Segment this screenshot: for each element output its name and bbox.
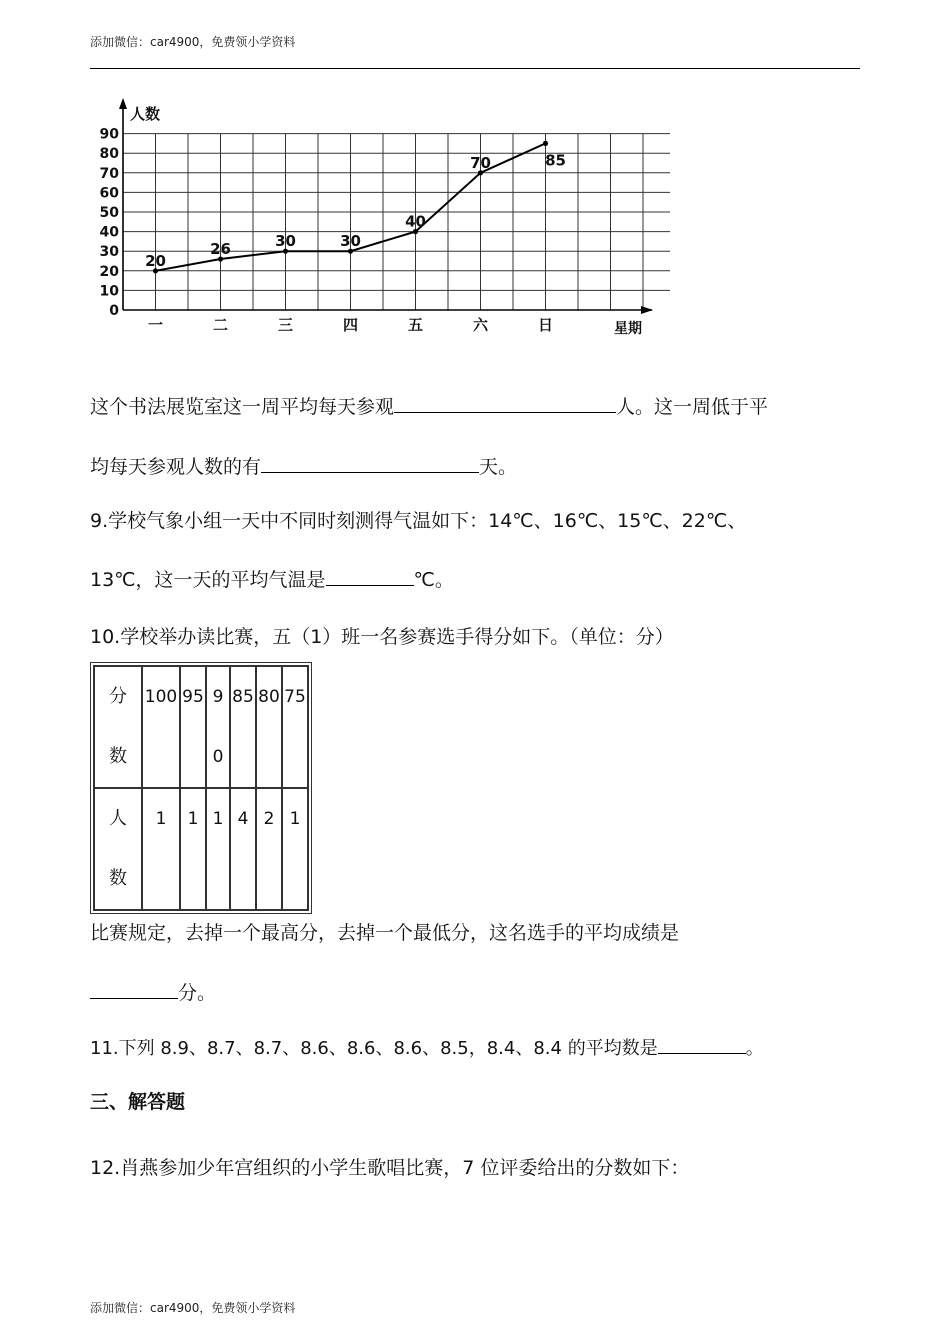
y-tick-label: 40 [99,224,119,241]
q11-text-b: 。 [745,1038,764,1059]
q8-answer-blank-1[interactable] [394,392,616,413]
data-label: 26 [210,240,231,259]
x-axis-arrow [641,306,653,314]
y-tick-label: 10 [99,283,119,300]
count-row-label: 人 数 [94,788,142,910]
x-tick-label: 五 [407,316,424,334]
q8-answer-blank-2[interactable] [261,452,479,473]
header-divider [90,68,860,69]
q8-line-1 [90,392,768,419]
line-chart [90,95,670,345]
data-label: 20 [145,251,166,270]
x-tick-label: 二 [212,316,229,334]
q8-text-a: 这个书法展览室这一周平均每天参观 [90,396,395,418]
x-tick-label: 一 [147,316,164,334]
y-tick-label: 20 [99,263,119,280]
y-tick-label: 80 [99,146,119,163]
q9-answer-blank[interactable] [326,565,414,586]
count-cell: 2 [256,788,282,910]
q8-text-c: 均每天参观人数的有 [90,456,262,478]
data-label: 30 [340,232,361,251]
q11-line [90,1033,764,1060]
y-axis-arrow [119,98,127,109]
q11-text-a: 11.下列 8.9、8.7、8.7、8.6、8.6、8.6、8.5，8.4、8.4 的平均数是 [90,1038,658,1059]
q10-after-2 [90,978,216,1005]
score-cell: 80 [256,666,282,788]
score-cell: 100 [142,666,180,788]
q9-line-2 [90,565,454,592]
page-header: 添加微信：car4900，免费领小学资料 [90,35,296,49]
y-axis-title: 人数 [130,105,161,123]
score-cell: 75 [282,666,308,788]
data-point [543,141,548,146]
q12-text: 12.肖燕参加少年宫组织的小学生歌唱比赛，7 位评委给出的分数如下： [90,1157,690,1179]
count-cell: 1 [180,788,206,910]
score-cell: 95 [180,666,206,788]
count-cell: 1 [142,788,180,910]
q9-line-1: 9.学校气象小组一天中不同时刻测得气温如下：14℃、16℃、15℃、22℃、 [90,510,747,532]
count-cell: 4 [230,788,256,910]
count-row [94,788,308,910]
x-tick-label: 四 [342,316,359,334]
count-cell: 1 [282,788,308,910]
score-cell: 85 [230,666,256,788]
data-label: 40 [405,212,426,231]
y-tick-label: 30 [99,244,119,261]
score-row-label: 分 数 [94,666,142,788]
y-tick-label: 90 [99,126,119,143]
x-tick-label: 三 [277,316,294,334]
x-axis-title: 星期 [614,321,642,337]
score-table [90,662,312,914]
q10-answer-blank[interactable] [90,978,178,999]
q9-text-a: 13℃，这一天的平均气温是 [90,569,326,591]
data-label: 70 [470,153,491,172]
y-tick-label: 70 [99,165,119,182]
score-cell: 9 0 [206,666,230,788]
q8-line-2 [90,452,517,479]
section-title: 三、解答题 [90,1091,186,1113]
x-tick-label: 日 [537,316,554,334]
y-tick-label: 60 [99,185,119,202]
y-tick-label: 50 [99,205,119,221]
y-tick-label: 0 [109,303,119,319]
q11-answer-blank[interactable] [658,1033,746,1054]
q8-text-d: 天。 [479,456,518,478]
page-footer: 添加微信：car4900，免费领小学资料 [90,1301,296,1315]
score-row [94,666,308,788]
q10-intro: 10.学校举办读比赛，五（1）班一名参赛选手得分如下。（单位：分） [90,626,674,648]
q10-text-b: 分。 [178,982,217,1004]
x-tick-label: 六 [472,316,489,334]
q10-after-1: 比赛规定，去掉一个最高分，去掉一个最低分，这名选手的平均成绩是 [90,922,680,944]
count-cell: 1 [206,788,230,910]
q9-text-b: ℃。 [413,569,454,591]
q8-text-b: 人。这一周低于平 [616,396,769,418]
data-label: 30 [275,232,296,251]
data-label: 85 [545,151,566,170]
